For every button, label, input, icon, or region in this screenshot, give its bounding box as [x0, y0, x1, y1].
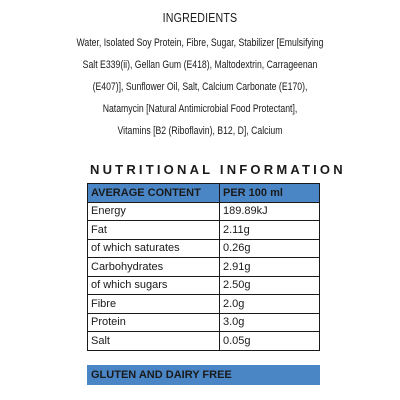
row-value: 2.0g [220, 295, 320, 314]
row-value: 2.11g [220, 221, 320, 240]
row-label: Salt [88, 332, 220, 351]
nutrition-title: NUTRITIONAL INFORMATION [90, 162, 346, 177]
row-label: Protein [88, 313, 220, 332]
table-row [88, 258, 320, 277]
table-row [88, 202, 320, 221]
header-average-content: AVERAGE CONTENT [88, 184, 220, 203]
row-value: 2.50g [220, 276, 320, 295]
table-header-row [88, 184, 320, 203]
header-per-100ml: PER 100 ml [220, 184, 320, 203]
ingredients-title: INGREDIENTS [162, 10, 238, 25]
table-row [88, 332, 320, 351]
ingredients-line: Water, Isolated Soy Protein, Fibre, Sugar, Stabilizer [Emulsifying [76, 37, 324, 49]
table-row [88, 313, 320, 332]
row-value: 3.0g [220, 313, 320, 332]
row-label: Energy [88, 202, 220, 221]
row-value: 0.05g [220, 332, 320, 351]
table-row [88, 295, 320, 314]
row-label: Carbohydrates [88, 258, 220, 277]
ingredients-line: (E407)], Sunflower Oil, Salt, Calcium Carbonate (E170), [92, 81, 308, 93]
row-label: of which saturates [88, 239, 220, 258]
ingredients-section [0, 10, 400, 142]
row-value: 189.89kJ [220, 202, 320, 221]
ingredients-line: Vitamins [B2 (Riboflavin), B12, D], Calcium [117, 125, 283, 137]
gluten-dairy-free-banner: GLUTEN AND DAIRY FREE [87, 365, 320, 385]
ingredients-line: Salt E339(ii), Gellan Gum (E418), Maltodextrin, Carrageenan [82, 59, 318, 71]
table-row [88, 239, 320, 258]
table-row [88, 221, 320, 240]
row-label: Fibre [88, 295, 220, 314]
row-value: 2.91g [220, 258, 320, 277]
row-label: Fat [88, 221, 220, 240]
table-row [88, 276, 320, 295]
row-value: 0.26g [220, 239, 320, 258]
row-label: of which sugars [88, 276, 220, 295]
nutrition-table [87, 183, 320, 351]
ingredients-line: Natamycin [Natural Antimicrobial Food Protectant], [102, 103, 298, 115]
